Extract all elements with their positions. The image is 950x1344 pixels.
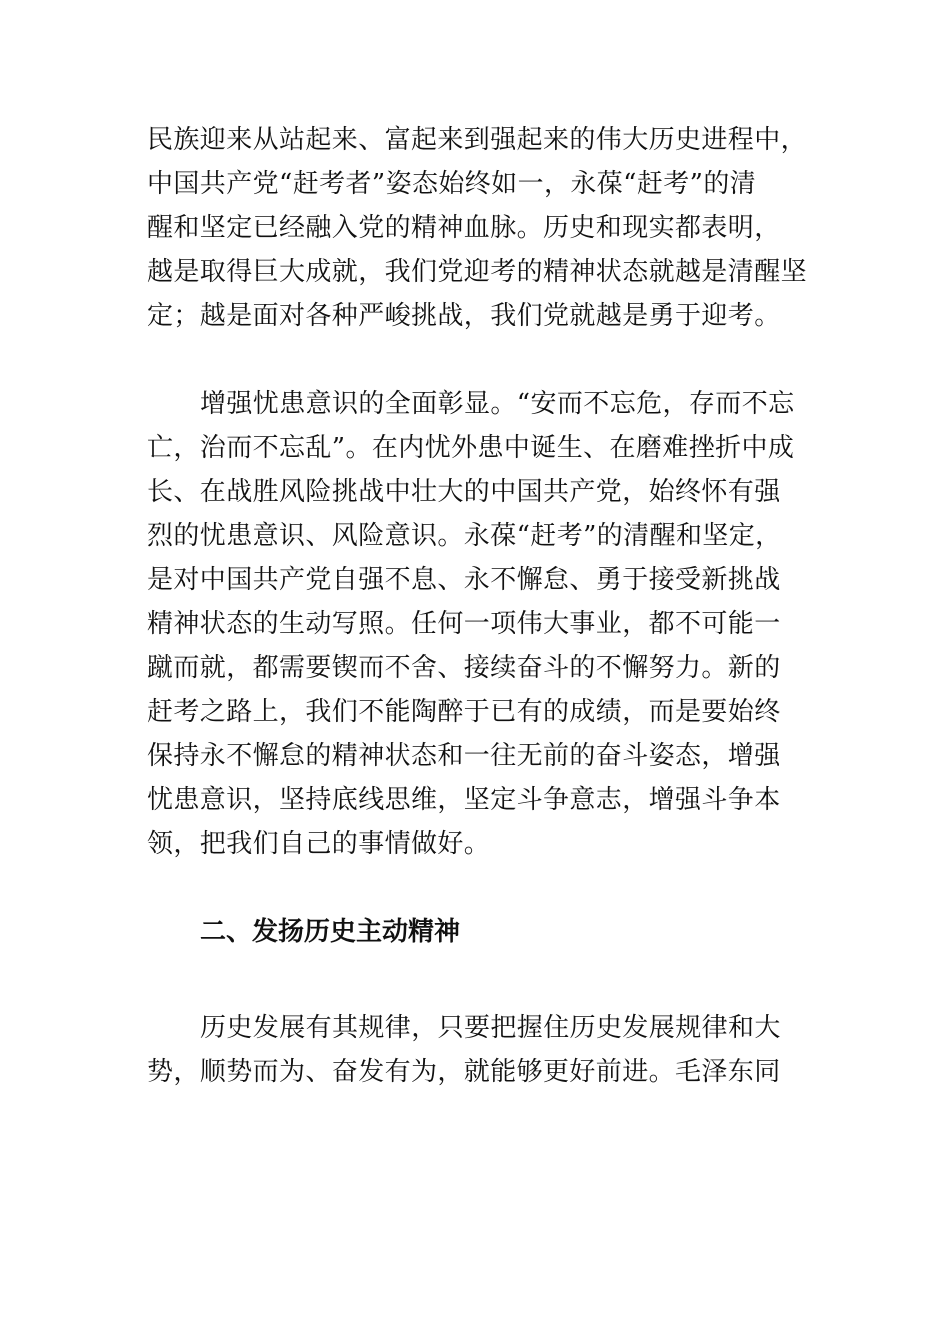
section-heading: 二、发扬历史主动精神 <box>200 917 461 947</box>
paragraph-3-line-2: 势，顺势而为、奋发有为，就能够更好前进。毛泽东同 <box>147 1057 781 1087</box>
paragraph-2-line-6: 精神状态的生动写照。任何一项伟大事业，都不可能一 <box>147 609 781 639</box>
paragraph-1-line-5: 定；越是面对各种严峻挑战，我们党就越是勇于迎考。 <box>147 301 781 331</box>
paragraph-1-line-4: 越是取得巨大成就，我们党迎考的精神状态就越是清醒坚 <box>147 257 808 287</box>
paragraph-3-line-1: 历史发展有其规律，只要把握住历史发展规律和大 <box>200 1013 781 1043</box>
paragraph-2-line-8: 赶考之路上，我们不能陶醉于已有的成绩，而是要始终 <box>147 697 781 727</box>
paragraph-2-line-9: 保持永不懈怠的精神状态和一往无前的奋斗姿态，增强 <box>147 741 781 771</box>
paragraph-2-line-11: 领，把我们自己的事情做好。 <box>147 829 491 859</box>
paragraph-2-line-1: 增强忧患意识的全面彰显。“安而不忘危，存而不忘 <box>200 389 795 419</box>
paragraph-1-line-3: 醒和坚定已经融入党的精神血脉。历史和现实都表明， <box>147 213 781 243</box>
paragraph-1-line-1: 民族迎来从站起来、富起来到强起来的伟大历史进程中， <box>147 125 808 155</box>
paragraph-2-line-2: 亡，治而不忘乱”。在内忧外患中诞生、在磨难挫折中成 <box>147 433 795 463</box>
paragraph-2-line-3: 长、在战胜风险挑战中壮大的中国共产党，始终怀有强 <box>147 477 781 507</box>
paragraph-2-line-10: 忧患意识，坚持底线思维，坚定斗争意志，增强斗争本 <box>147 785 781 815</box>
paragraph-2-line-4: 烈的忧患意识、风险意识。永葆“赶考”的清醒和坚定， <box>147 521 782 551</box>
paragraph-2-line-5: 是对中国共产党自强不息、永不懈怠、勇于接受新挑战 <box>147 565 781 595</box>
paragraph-1-line-2: 中国共产党“赶考者”姿态始终如一，永葆“赶考”的清 <box>147 169 757 199</box>
paragraph-2-line-7: 蹴而就，都需要锲而不舍、接续奋斗的不懈努力。新的 <box>147 653 781 683</box>
